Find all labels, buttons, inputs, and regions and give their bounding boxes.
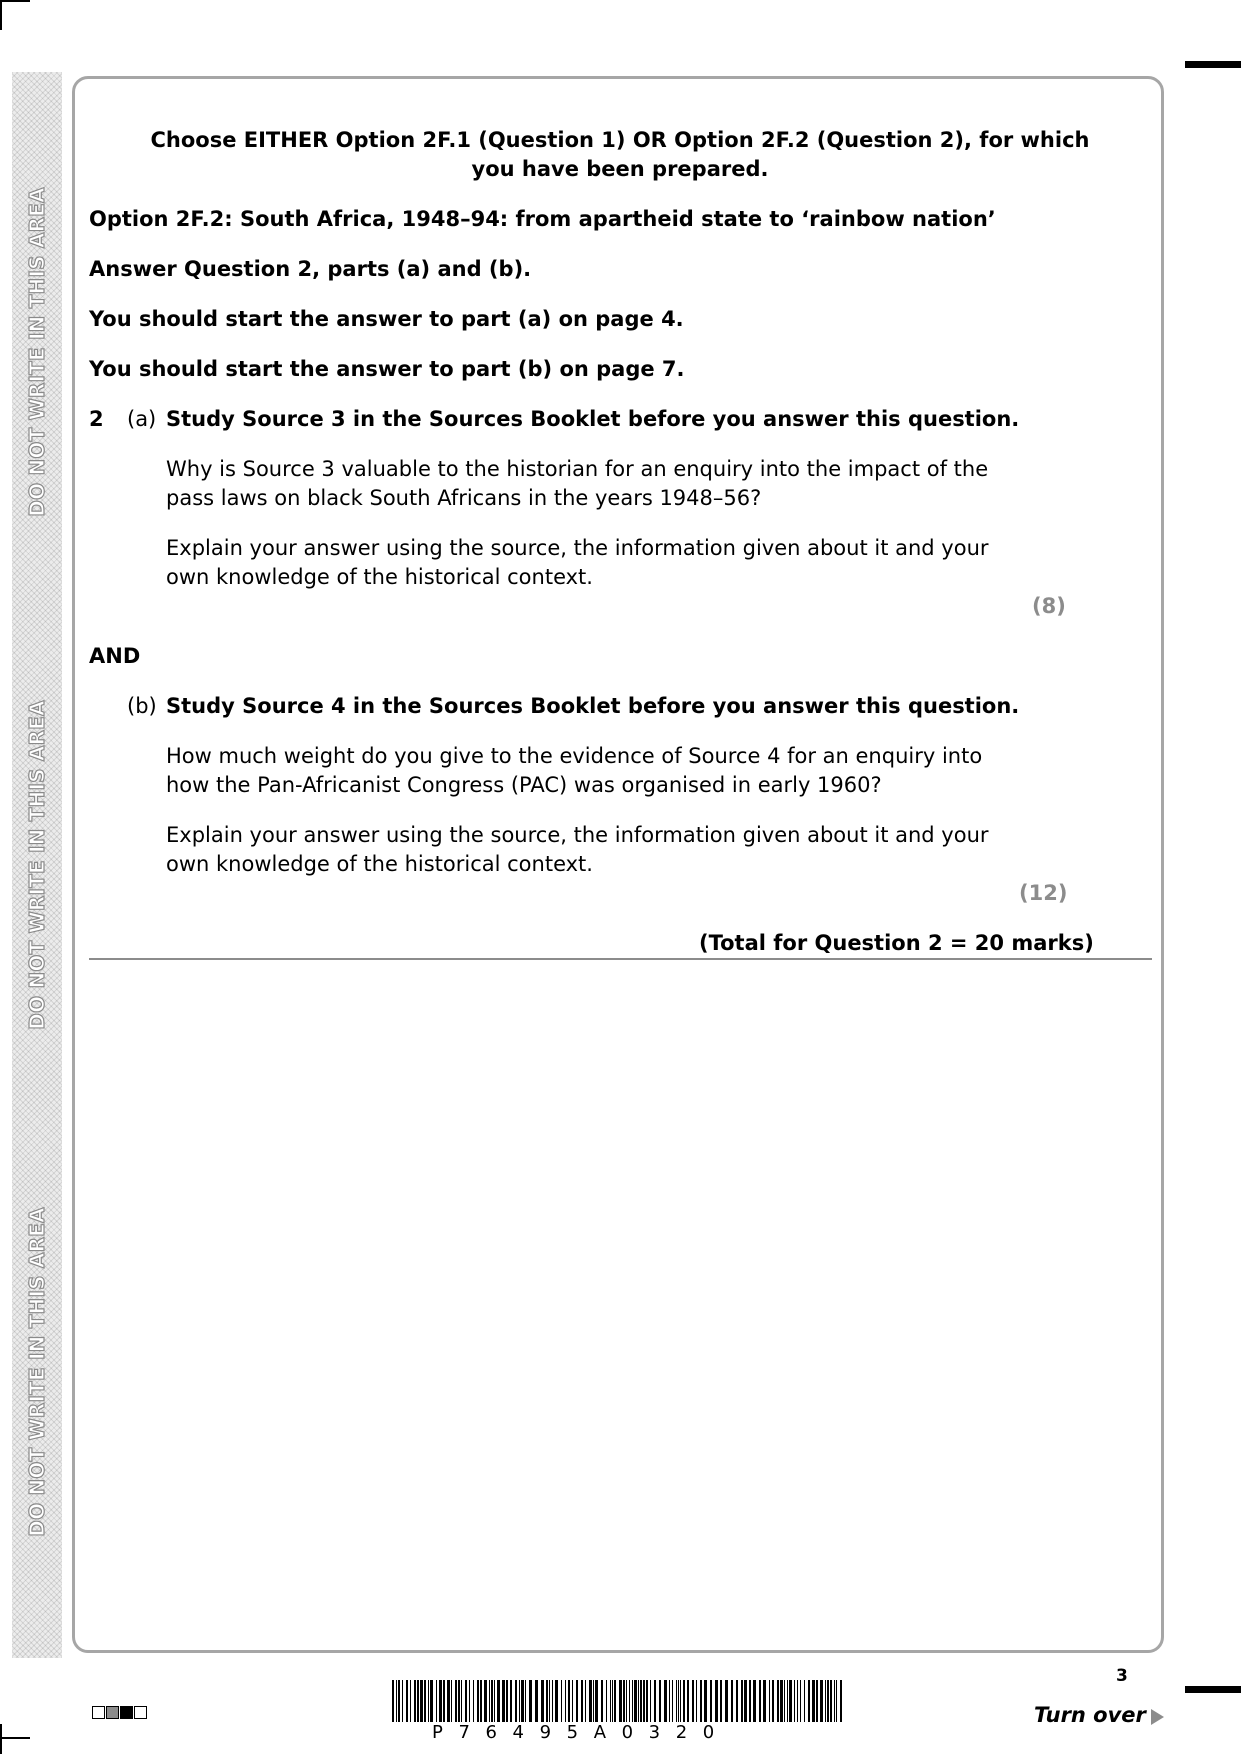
start-instruction-a: You should start the answer to part (a) on page 4. — [89, 307, 684, 331]
barcode-bar — [744, 1680, 747, 1722]
barcode-bar — [820, 1680, 823, 1722]
barcode-bar — [676, 1680, 677, 1722]
instruction-line: you have been prepared. — [471, 157, 769, 181]
barcode-bar — [700, 1680, 702, 1722]
barcode-bar — [473, 1680, 474, 1722]
barcode-bar — [502, 1680, 505, 1722]
barcode-bar — [731, 1680, 733, 1722]
part-a-text: Why is Source 3 valuable to the historian for an enquiry into the impact of the — [166, 457, 989, 481]
barcode-bar — [725, 1680, 728, 1722]
crop-mark — [0, 0, 30, 2]
turn-over-label: Turn over — [1034, 1703, 1146, 1727]
barcode-bar — [825, 1680, 826, 1722]
barcode-bar — [439, 1680, 442, 1722]
page-number: 3 — [1116, 1666, 1128, 1686]
barcode-bar — [619, 1680, 622, 1722]
part-b-text: How much weight do you give to the evidence of Source 4 for an enquiry into — [166, 744, 983, 768]
barcode-bar — [430, 1680, 433, 1722]
side-bar-mark — [1185, 61, 1241, 68]
barcode-bar — [491, 1680, 493, 1722]
barcode-bar — [506, 1680, 508, 1722]
part-a-text: own knowledge of the historical context. — [166, 565, 593, 589]
barcode-bar — [469, 1680, 470, 1722]
part-a-text: pass laws on black South Africans in the years 1948–56? — [166, 486, 762, 510]
barcode-bar — [736, 1680, 738, 1722]
barcode-bar — [424, 1680, 426, 1722]
barcode-bar — [392, 1680, 394, 1722]
part-a-marks: (8) — [1032, 594, 1066, 618]
barcode — [392, 1680, 846, 1722]
start-instruction-b: You should start the answer to part (b) on page 7. — [89, 357, 685, 381]
barcode-bar — [447, 1680, 450, 1722]
part-a-text: Explain your answer using the source, the information given about it and your — [166, 536, 989, 560]
connector-and: AND — [89, 644, 141, 668]
barcode-bar — [612, 1680, 613, 1722]
barcode-bar — [451, 1680, 452, 1722]
barcode-bar — [414, 1680, 416, 1722]
do-not-write-label: DO NOT WRITE IN THIS AREA — [25, 1207, 49, 1537]
barcode-bar — [816, 1680, 818, 1722]
barcode-bar — [784, 1680, 785, 1722]
barcode-bar — [836, 1680, 837, 1722]
part-b-text: own knowledge of the historical context. — [166, 852, 593, 876]
barcode-bar — [629, 1680, 630, 1722]
barcode-bar — [692, 1680, 694, 1722]
barcode-bar — [436, 1680, 437, 1722]
barcode-bar — [794, 1680, 795, 1722]
barcode-bar — [420, 1680, 423, 1722]
barcode-bar — [396, 1680, 397, 1722]
barcode-bar — [840, 1680, 842, 1722]
barcode-bar — [632, 1680, 633, 1722]
option-title: Option 2F.2: South Africa, 1948–94: from apartheid state to ‘rainbow nation’ — [89, 207, 996, 231]
part-b-marks: (12) — [1019, 881, 1068, 905]
barcode-bar — [576, 1680, 578, 1722]
barcode-bar — [669, 1680, 670, 1722]
barcode-bar — [834, 1680, 835, 1722]
barcode-bar — [650, 1680, 651, 1722]
barcode-bar — [741, 1680, 743, 1722]
barcode-bar — [484, 1680, 487, 1722]
barcode-bar — [428, 1680, 429, 1722]
barcode-bar — [406, 1680, 408, 1722]
barcode-bar — [827, 1680, 829, 1722]
barcode-bar — [664, 1680, 667, 1722]
barcode-bar — [610, 1680, 611, 1722]
question-number: 2 — [89, 407, 104, 431]
barcode-bar — [581, 1680, 583, 1722]
barcode-bar — [646, 1680, 648, 1722]
barcode-bar — [494, 1680, 495, 1722]
barcode-bar — [704, 1680, 707, 1722]
part-b-heading: Study Source 4 in the Sources Booklet before you answer this question. — [166, 694, 1020, 718]
barcode-bar — [772, 1680, 774, 1722]
barcode-bar — [541, 1680, 544, 1722]
barcode-bar — [568, 1680, 570, 1722]
part-b-text: how the Pan-Africanist Congress (PAC) was organised in early 1960? — [166, 773, 882, 797]
arrow-right-icon — [1151, 1709, 1164, 1725]
barcode-bar — [659, 1680, 661, 1722]
barcode-bar — [589, 1680, 592, 1722]
barcode-bar — [489, 1680, 490, 1722]
barcode-bar — [552, 1680, 553, 1722]
barcode-bar — [601, 1680, 603, 1722]
barcode-bar — [565, 1680, 566, 1722]
barcode-bar — [759, 1680, 761, 1722]
total-rule — [89, 958, 1152, 960]
part-a-heading: Study Source 3 in the Sources Booklet before you answer this question. — [166, 407, 1020, 431]
barcode-bar — [654, 1680, 656, 1722]
answer-instruction: Answer Question 2, parts (a) and (b). — [89, 257, 532, 281]
barcode-bar — [458, 1680, 460, 1722]
indicator-box — [120, 1706, 133, 1719]
barcode-bar — [519, 1680, 520, 1722]
barcode-bar — [710, 1680, 712, 1722]
barcode-bar — [546, 1680, 548, 1722]
barcode-bar — [417, 1680, 419, 1722]
barcode-bar — [696, 1680, 697, 1722]
barcode-bar — [672, 1680, 673, 1722]
barcode-bar — [480, 1680, 482, 1722]
barcode-bar — [461, 1680, 462, 1722]
barcode-bar — [521, 1680, 524, 1722]
barcode-number: P76495A0320 — [432, 1722, 730, 1743]
barcode-bar — [640, 1680, 642, 1722]
barcode-bar — [443, 1680, 445, 1722]
barcode-bar — [780, 1680, 783, 1722]
barcode-bar — [510, 1680, 512, 1722]
barcode-bar — [455, 1680, 457, 1722]
barcode-bar — [634, 1680, 637, 1722]
barcode-bar — [398, 1680, 400, 1722]
barcode-bar — [830, 1680, 832, 1722]
side-bar-mark — [1185, 1686, 1241, 1693]
part-b-text: Explain your answer using the source, the information given about it and your — [166, 823, 989, 847]
barcode-bar — [555, 1680, 558, 1722]
page-indicator-boxes — [92, 1706, 148, 1719]
barcode-bar — [549, 1680, 550, 1722]
barcode-bar — [595, 1680, 598, 1722]
barcode-bar — [606, 1680, 607, 1722]
barcode-bar — [525, 1680, 526, 1722]
indicator-box — [134, 1706, 147, 1719]
barcode-bar — [585, 1680, 586, 1722]
barcode-bar — [753, 1680, 756, 1722]
barcode-bar — [804, 1680, 805, 1722]
barcode-bar — [808, 1680, 810, 1722]
barcode-bar — [797, 1680, 798, 1722]
barcode-bar — [715, 1680, 718, 1722]
barcode-bar — [402, 1680, 403, 1722]
barcode-bar — [787, 1680, 788, 1722]
indicator-box — [92, 1706, 105, 1719]
do-not-write-label: DO NOT WRITE IN THIS AREA — [25, 700, 49, 1030]
do-not-write-label: DO NOT WRITE IN THIS AREA — [25, 187, 49, 517]
barcode-bar — [593, 1680, 594, 1722]
barcode-bar — [572, 1680, 573, 1722]
barcode-bar — [800, 1680, 801, 1722]
barcode-bar — [465, 1680, 467, 1722]
barcode-bar — [720, 1680, 722, 1722]
barcode-bar — [561, 1680, 562, 1722]
part-a-label: (a) — [127, 407, 157, 431]
indicator-box — [106, 1706, 119, 1719]
barcode-bar — [763, 1680, 766, 1722]
barcode-bar — [477, 1680, 479, 1722]
barcode-bar — [515, 1680, 517, 1722]
barcode-bar — [680, 1680, 681, 1722]
barcode-bar — [678, 1680, 679, 1722]
barcode-bar — [789, 1680, 792, 1722]
part-b-label: (b) — [127, 694, 157, 718]
barcode-bar — [626, 1680, 627, 1722]
barcode-bar — [497, 1680, 500, 1722]
barcode-bar — [687, 1680, 689, 1722]
crop-mark — [0, 1737, 30, 1739]
question-total: (Total for Question 2 = 20 marks) — [699, 931, 1094, 955]
barcode-bar — [410, 1680, 411, 1722]
barcode-bar — [535, 1680, 538, 1722]
barcode-bar — [749, 1680, 751, 1722]
barcode-bar — [643, 1680, 645, 1722]
crop-mark — [0, 1724, 2, 1754]
barcode-bar — [812, 1680, 815, 1722]
crop-mark — [0, 0, 2, 30]
barcode-bar — [683, 1680, 685, 1722]
barcode-bar — [529, 1680, 532, 1722]
barcode-bar — [623, 1680, 625, 1722]
barcode-bar — [638, 1680, 639, 1722]
barcode-bar — [769, 1680, 770, 1722]
barcode-bar — [777, 1680, 779, 1722]
instruction-line: Choose EITHER Option 2F.1 (Question 1) OR Option 2F.2 (Question 2), for which — [150, 128, 1090, 152]
barcode-bar — [614, 1680, 616, 1722]
